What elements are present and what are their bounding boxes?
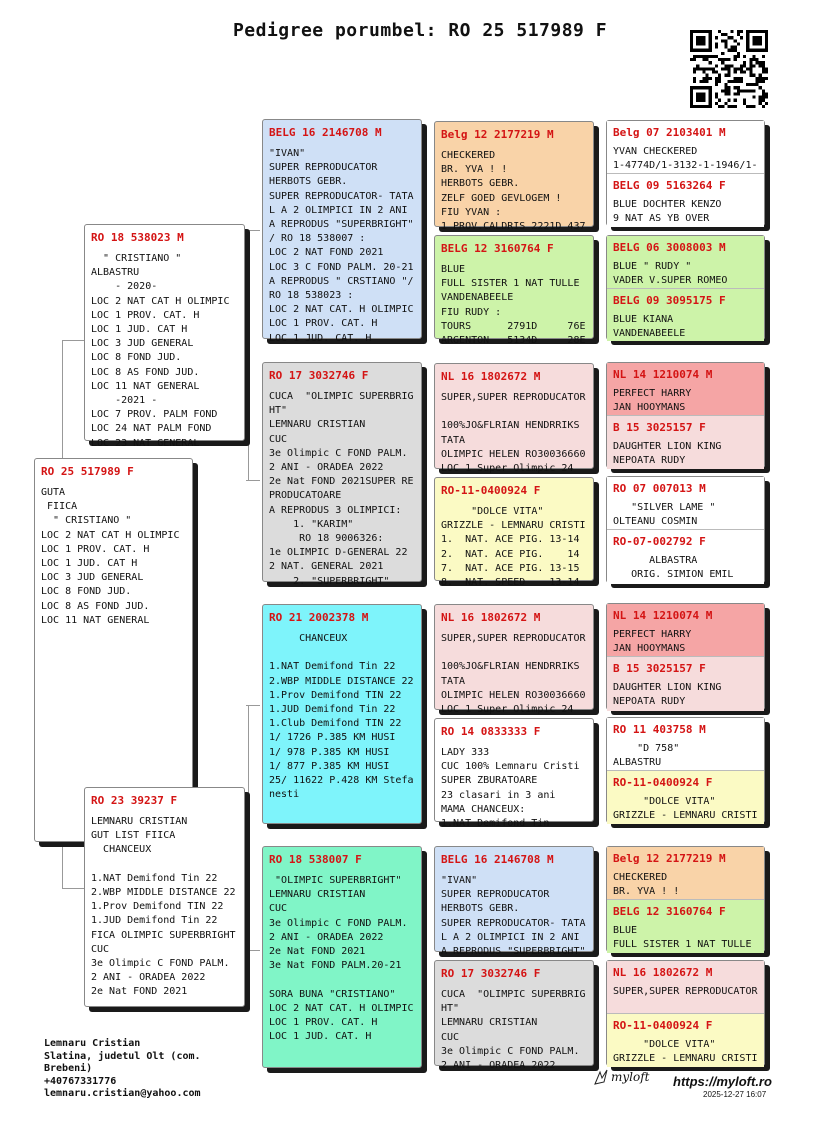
ring-number: BELG 09 3095175 F (613, 294, 726, 307)
pigeon-details: BLUE KIANA VANDENABEELE (613, 314, 686, 339)
connector-line (246, 480, 260, 481)
g4-pair-box (606, 960, 765, 1066)
ring-number: NL 14 1210074 M (613, 609, 713, 622)
granddam-paternal-card[interactable] (262, 362, 422, 587)
g4-pair-box (606, 362, 765, 468)
connector-line (248, 705, 249, 950)
great-grandparent-card[interactable] (434, 477, 594, 589)
pigeon-details: "DOLCE VITA" GRIZZLE - LEMNARU CRISTI (613, 1039, 758, 1064)
g4-card[interactable] (607, 363, 764, 416)
ring-number: BELG 16 2146708 M (269, 126, 382, 139)
ring-number: BELG 09 5163264 F (613, 179, 726, 192)
granddam-maternal-card[interactable] (262, 846, 422, 1068)
ring-number: RO 07 007013 M (613, 482, 706, 495)
great-grandparent-card[interactable] (434, 121, 594, 233)
pigeon-details: "SILVER LAME " OLTEANU COSMIN (613, 502, 716, 527)
pigeon-details: BLUE FULL SISTER 1 NAT TULLE (613, 925, 752, 950)
pigeon-details: "IVAN" SUPER REPRODUCATOR HERBOTS GEBR. SUPER REPRODUCATOR- TATA L A 2 OLIMPICI IN 2 ANI A REPRODUS "SUPERBRIGHT" / RO 18 538007 : LOC 2 NAT FOND 2021 LOC 3 C FOND PALM. 20-21 A REPRODUS " CRSTIANO "/ RO 18 538023 : LOC 2 NAT CAT. H OLIMPIC LOC 1 PROV. CAT. H LOC 1 JUD. CAT. H (269, 148, 414, 344)
g4-pair-box (606, 846, 765, 952)
g4-pair-box (606, 476, 765, 583)
ring-number: Belg 12 2177219 M (441, 128, 554, 141)
pigeon-details: LADY 333 CUC 100% Lemnaru Cristi SUPER ZBURATOARE 23 clasari in 3 ani MAMA CHANCEUX: 1.NAT Demifond Tin (441, 747, 580, 830)
ring-number: RO-07-002792 F (613, 535, 706, 548)
pigeon-details: BLUE FULL SISTER 1 NAT TULLE VANDENABEELE FIU RUDY : TOURS 2791D 76E ARGENTON 5134D 28E (441, 264, 586, 347)
great-grandparent-card[interactable] (434, 846, 594, 958)
connector-line (62, 340, 63, 458)
g4-card[interactable] (607, 530, 764, 584)
g4-card[interactable] (607, 121, 764, 174)
ring-number: RO-11-0400924 F (613, 776, 713, 789)
qr-code (690, 30, 768, 108)
g4-card[interactable] (607, 657, 764, 711)
ring-number: BELG 16 2146708 M (441, 853, 554, 866)
connector-line (62, 340, 84, 341)
ring-number: RO 18 538007 F (269, 853, 362, 866)
pigeon-details: BLUE " RUDY " VADER V.SUPER ROMEO (613, 261, 728, 286)
ring-number: RO-11-0400924 F (613, 1019, 713, 1032)
subject-details: GUTA FIICA " CRISTIANO " LOC 2 NAT CAT H OLIMPIC LOC 1 PROV. CAT. H LOC 1 JUD. CAT H LOC 3 JUD GENERAL LOC 8 FOND JUD. LOC 8 AS FOND JUD. LOC 11 NAT GENERAL (41, 487, 180, 626)
g4-pair-box (606, 120, 765, 226)
g4-card[interactable] (607, 416, 764, 469)
ring-number: RO 14 0833333 F (441, 725, 541, 738)
g4-card[interactable] (607, 289, 764, 341)
pigeon-details: "OLIMPIC SUPERBRIGHT" LEMNARU CRISTIAN CUC 3e Olimpic C FOND PALM. 2 ANI - ORADEA 2022 2e Nat FOND 2021 3e Nat FOND PALM.20-21 SORA BUNA "CRISTIANO" LOC 2 NAT CAT. H OLIMPIC LOC 1 PROV. CAT. H LOC 1 JUD. CAT. H (269, 875, 414, 1043)
g4-card[interactable] (607, 1014, 764, 1067)
connector-line (62, 888, 84, 889)
pigeon-details: SUPER,SUPER REPRODUCATOR 100%JO&FLRIAN HENDRRIKS TATA OLIMPIC HELEN RO30036660 LOC 1 Super Olimpic 24 (441, 392, 586, 475)
g4-card[interactable] (607, 604, 764, 657)
pigeon-details: PERFECT HARRY JAN HOOYMANS (613, 388, 692, 413)
great-grandparent-card[interactable] (434, 718, 594, 830)
dam-card[interactable] (84, 787, 245, 1007)
g4-pair-box (606, 717, 765, 823)
great-grandparent-card[interactable] (434, 235, 594, 347)
brand-logo: myloft (611, 1070, 650, 1084)
connector-line (246, 950, 260, 951)
ring-number: NL 14 1210074 M (613, 368, 713, 381)
pigeon-details: "D 758" ALBASTRU (613, 743, 680, 768)
pigeon-details: "IVAN" SUPER REPRODUCATOR HERBOTS GEBR. SUPER REPRODUCATOR- TATA L A 2 OLIMPICI IN 2 ANI A REPRODUS "SUPERBRIGHT" (441, 875, 586, 958)
ring-number: RO 23 39237 F (91, 794, 178, 807)
ring-number: RO 17 3032746 F (441, 967, 541, 980)
pigeon-details: PERFECT HARRY JAN HOOYMANS (613, 629, 692, 654)
sire-details: " CRISTIANO " ALBASTRU - 2020- LOC 2 NAT CAT H OLIMPIC LOC 1 PROV. CAT. H LOC 1 JUD. CAT H LOC 3 JUD GENERAL LOC 8 FOND JUD. LOC 8 AS FOND JUD. LOC 11 NAT GENERAL -2021 - LOC 7 PROV. PALM FOND LOC 24 NAT PALM FOND LOC 23 NAT GENERAL (91, 253, 230, 449)
pigeon-details: SUPER,SUPER REPRODUCATOR 100%JO&FLRIAN HENDRRIKS TATA OLIMPIC HELEN RO30036660 LOC 1 Super Olimpic 24 (441, 633, 586, 716)
ring-number: RO 17 3032746 F (269, 369, 369, 382)
ring-number: NL 16 1802672 M (613, 966, 713, 979)
g4-card[interactable] (607, 718, 764, 771)
ring-number: BELG 12 3160764 F (441, 242, 554, 255)
ring-number: RO 11 403758 M (613, 723, 706, 736)
g4-card[interactable] (607, 961, 764, 1014)
pigeon-details: CHECKERED BR. YVA ! ! HERBOTS GEBR. ZELF GOED GEVLOGEM ! FIU YVAN : 1 PROV.CALDRIS 2221D 437 (441, 150, 586, 233)
sire-card[interactable] (84, 224, 245, 449)
ring-number: RO-11-0400924 F (441, 484, 541, 497)
pigeon-details: CUCA "OLIMPIC SUPERBRIG HT" LEMNARU CRISTIAN CUC 3e Olimpic C FOND PALM. 2 ANI - ORADEA 2022 (441, 989, 586, 1072)
bird-logo-icon (593, 1068, 609, 1086)
pigeon-details: "DOLCE VITA" GRIZZLE - LEMNARU CRISTI (613, 796, 758, 821)
great-grandparent-card[interactable] (434, 363, 594, 475)
grandsire-maternal-card[interactable] (262, 604, 422, 824)
pigeon-details: BLUE DOCHTER KENZO 9 NAT AS YB OVER (613, 199, 722, 224)
g4-card[interactable] (607, 771, 764, 824)
ring-number: Belg 12 2177219 M (613, 852, 726, 865)
connector-line (248, 230, 249, 480)
subject-card[interactable] (34, 458, 193, 842)
pigeon-details: YVAN CHECKERED 1-4774D/1-3132-1-1946/1- (613, 146, 758, 171)
g4-card[interactable] (607, 847, 764, 900)
ring-number: B 15 3025157 F (613, 662, 706, 675)
pigeon-details: CHECKERED BR. YVA ! ! (613, 872, 680, 897)
ring-number: BELG 06 3008003 M (613, 241, 726, 254)
ring-number: RO 25 517989 F (41, 465, 134, 478)
dam-details: LEMNARU CRISTIAN GUT LIST FIICA CHANCEUX 1.NAT Demifond Tin 22 2.WBP MIDDLE DISTANCE 22 1.Prov Demifond TIN 22 1.JUD Demifond Tin 22 FICA OLIMPIC SUPERBRIGHT CUC 3e Olimpic C FOND PALM. 2 ANI - ORADEA 2022 2e Nat FOND 2021 (91, 816, 236, 998)
g4-pair-box (606, 603, 765, 710)
g4-card[interactable] (607, 236, 764, 289)
great-grandparent-card[interactable] (434, 960, 594, 1072)
ring-number: BELG 12 3160764 F (613, 905, 726, 918)
pigeon-details: DAUGHTER LION KING NEPOATA RUDY (613, 441, 722, 466)
ring-number: NL 16 1802672 M (441, 370, 541, 383)
pigeon-details: CHANCEUX 1.NAT Demifond Tin 22 2.WBP MIDDLE DISTANCE 22 1.Prov Demifond TIN 22 1.JUD Demifond Tin 22 1.Club Demifond TIN 22 1/ 1726 P.385 KM HUSI 1/ 978 P.385 KM HUSI 1/ 877 P.385 KM HUSI 25/ 11622 P.428 KM Stefa nesti (269, 633, 414, 801)
owner-contact: Lemnaru Cristian Slatina, judetul Olt (com. Brebeni) +40767331776 lemnaru.cristian@yahoo.com (44, 1038, 201, 1099)
g4-card[interactable] (607, 900, 764, 953)
ring-number: RO 21 2002378 M (269, 611, 369, 624)
g4-card[interactable] (607, 174, 764, 227)
ring-number: Belg 07 2103401 M (613, 126, 726, 139)
pigeon-details: DAUGHTER LION KING NEPOATA RUDY (613, 682, 722, 707)
ring-number: RO 18 538023 M (91, 231, 184, 244)
pigeon-details: ALBASTRA ORIG. SIMION EMIL (631, 555, 734, 580)
ring-number: B 15 3025157 F (613, 421, 706, 434)
pigeon-details: CUCA "OLIMPIC SUPERBRIG HT" LEMNARU CRISTIAN CUC 3e Olimpic C FOND PALM. 2 ANI - ORADEA 2022 2e Nat FOND 2021SUPER RE PRODUCATOARE A REPRODUS 3 OLIMPICI: 1. "KARIM" RO 18 9006326: 1e OLIMPIC D-GENERAL 22 2 NAT. GENERAL 2021 2. "SUPERBRIGHT" (269, 391, 414, 587)
grandsire-paternal-card[interactable] (262, 119, 422, 344)
print-date: 2025-12-27 16:07 (703, 1090, 767, 1099)
g4-card[interactable] (607, 477, 764, 530)
pigeon-details: SUPER,SUPER REPRODUCATOR (613, 986, 758, 997)
ring-number: NL 16 1802672 M (441, 611, 541, 624)
page-title: Pedigree porumbel: RO 25 517989 F (232, 20, 608, 41)
pigeon-details: "DOLCE VITA" GRIZZLE - LEMNARU CRISTI 1. NAT. ACE PIG. 13-14 2. NAT. ACE PIG. 14 7. NAT. ACE PIG. 13-15 8. NAT. SPEED 13-14 (441, 506, 586, 589)
g4-pair-box (606, 235, 765, 340)
website-link[interactable]: https://myloft.ro (673, 1074, 772, 1089)
great-grandparent-card[interactable] (434, 604, 594, 716)
